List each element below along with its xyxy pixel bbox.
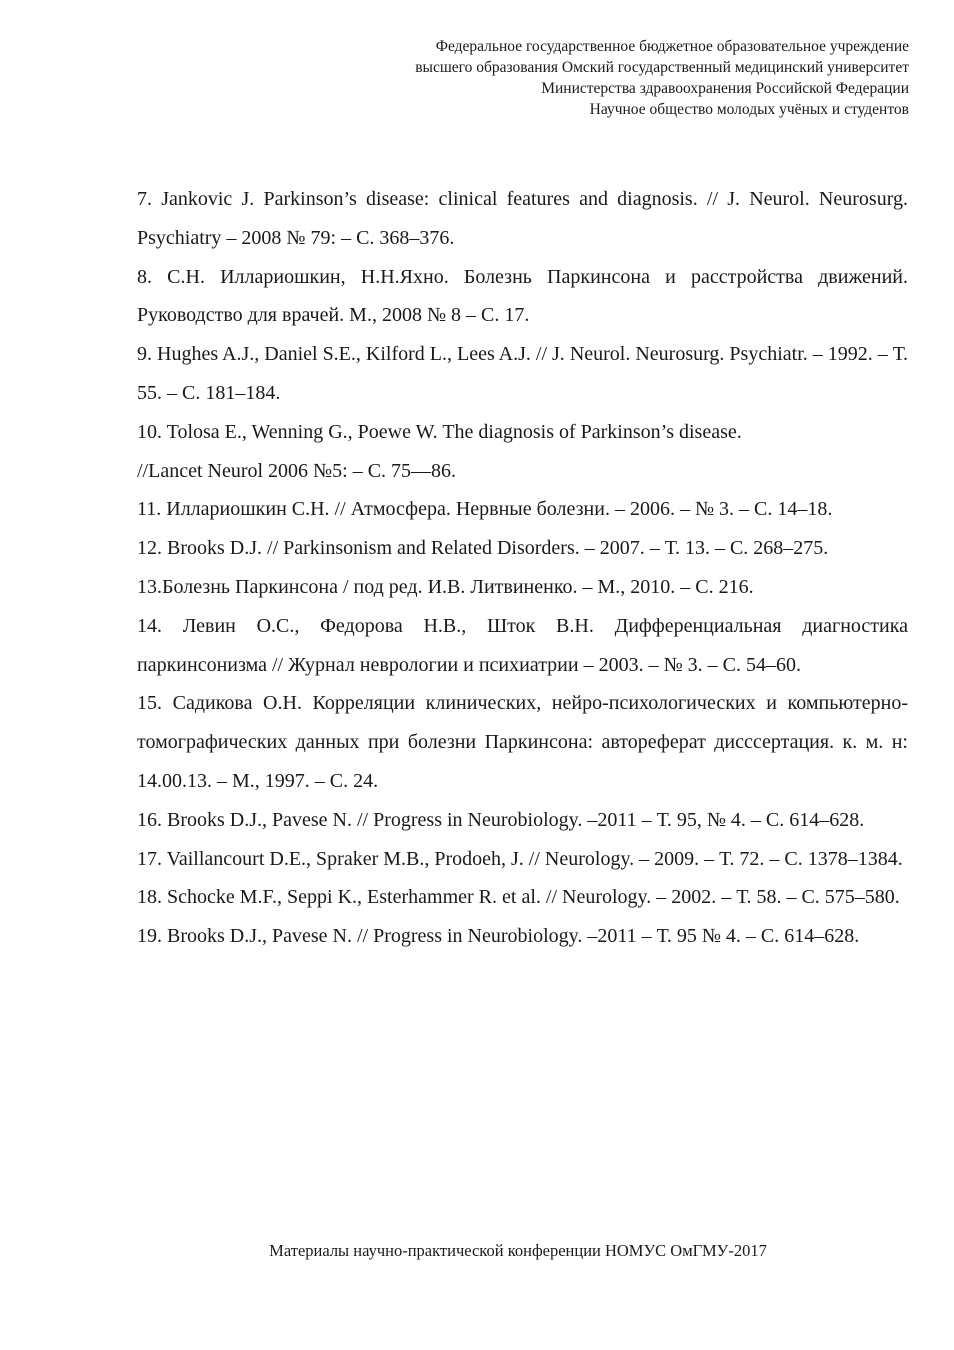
header-line: высшего образования Омский государственный медицинский университет <box>415 59 909 76</box>
conference-footer: Материалы научно-практической конференции НОМУС ОмГМУ-2017 <box>269 1241 767 1260</box>
reference-item: 7. Jankovic J. Parkinson’s disease: clinical features and diagnosis. // J. Neurol. Neurosurg. Psychiatry – 2008 № 79: – С. 368–376. <box>137 188 908 249</box>
reference-item: 16. Brooks D.J., Pavese N. // Progress in Neurobiology. –2011 – Т. 95, № 4. – С. 614–628. <box>137 808 865 831</box>
header-line: Научное общество молодых учёных и студентов <box>589 101 909 118</box>
reference-item: 12. Brooks D.J. // Parkinsonism and Related Disorders. – 2007. – Т. 13. – С. 268–275. <box>137 537 829 560</box>
reference-item: 14. Левин О.С., Федорова Н.В., Шток В.Н. Дифференциальная диагностика паркинсонизма // Журнал неврологии и психиатрии – 2003. – № 3. – С. 54–60. <box>137 614 908 676</box>
reference-item: 10. Tolosa E., Wenning G., Poewe W. The diagnosis of Parkinson’s disease. <box>137 420 742 443</box>
reference-item: 8. С.Н. Иллариошкин, Н.Н.Яхно. Болезнь Паркинсона и расстройства движений. Руководство для врачей. М., 2008 № 8 – С. 17. <box>137 265 908 327</box>
reference-item: 11. Иллариошкин С.Н. // Атмосфера. Нервные болезни. – 2006. – № 3. – С. 14–18. <box>137 498 833 521</box>
header-line: Федеральное государственное бюджетное образовательное учреждение <box>435 38 909 55</box>
reference-item: 17. Vaillancourt D.E., Spraker M.B., Prodoeh, J. // Neurology. – 2009. – Т. 72. – С. 1378–1384. <box>137 847 903 870</box>
reference-item: 18. Schocke M.F., Seppi K., Esterhammer R. et al. // Neurology. – 2002. – Т. 58. – С. 575–580. <box>137 886 900 909</box>
reference-item: 13.Болезнь Паркинсона / под ред. И.В. Литвиненко. – М., 2010. – С. 216. <box>137 575 754 598</box>
institution-header <box>149 36 909 120</box>
reference-list <box>137 180 908 956</box>
reference-item: 9. Hughes A.J., Daniel S.E., Kilford L., Lees A.J. // J. Neurol. Neurosurg. Psychiatr. – 1992. – Т. 55. – С. 181–184. <box>137 343 908 404</box>
reference-item: 19. Brooks D.J., Pavese N. // Progress in Neurobiology. –2011 – Т. 95 № 4. – С. 614–628. <box>137 925 860 948</box>
header-line: Министерства здравоохранения Российской Федерации <box>541 80 909 97</box>
reference-item: //Lancet Neurol 2006 №5: – С. 75—86. <box>137 459 457 482</box>
reference-item: 15. Садикова О.Н. Корреляции клинических, нейро-психологических и компьютерно-томографических данных при болезни Паркинсона: автореферат дисссертация. к. м. н: 14.00.13. – М., 1997. – С. 24. <box>137 692 908 792</box>
